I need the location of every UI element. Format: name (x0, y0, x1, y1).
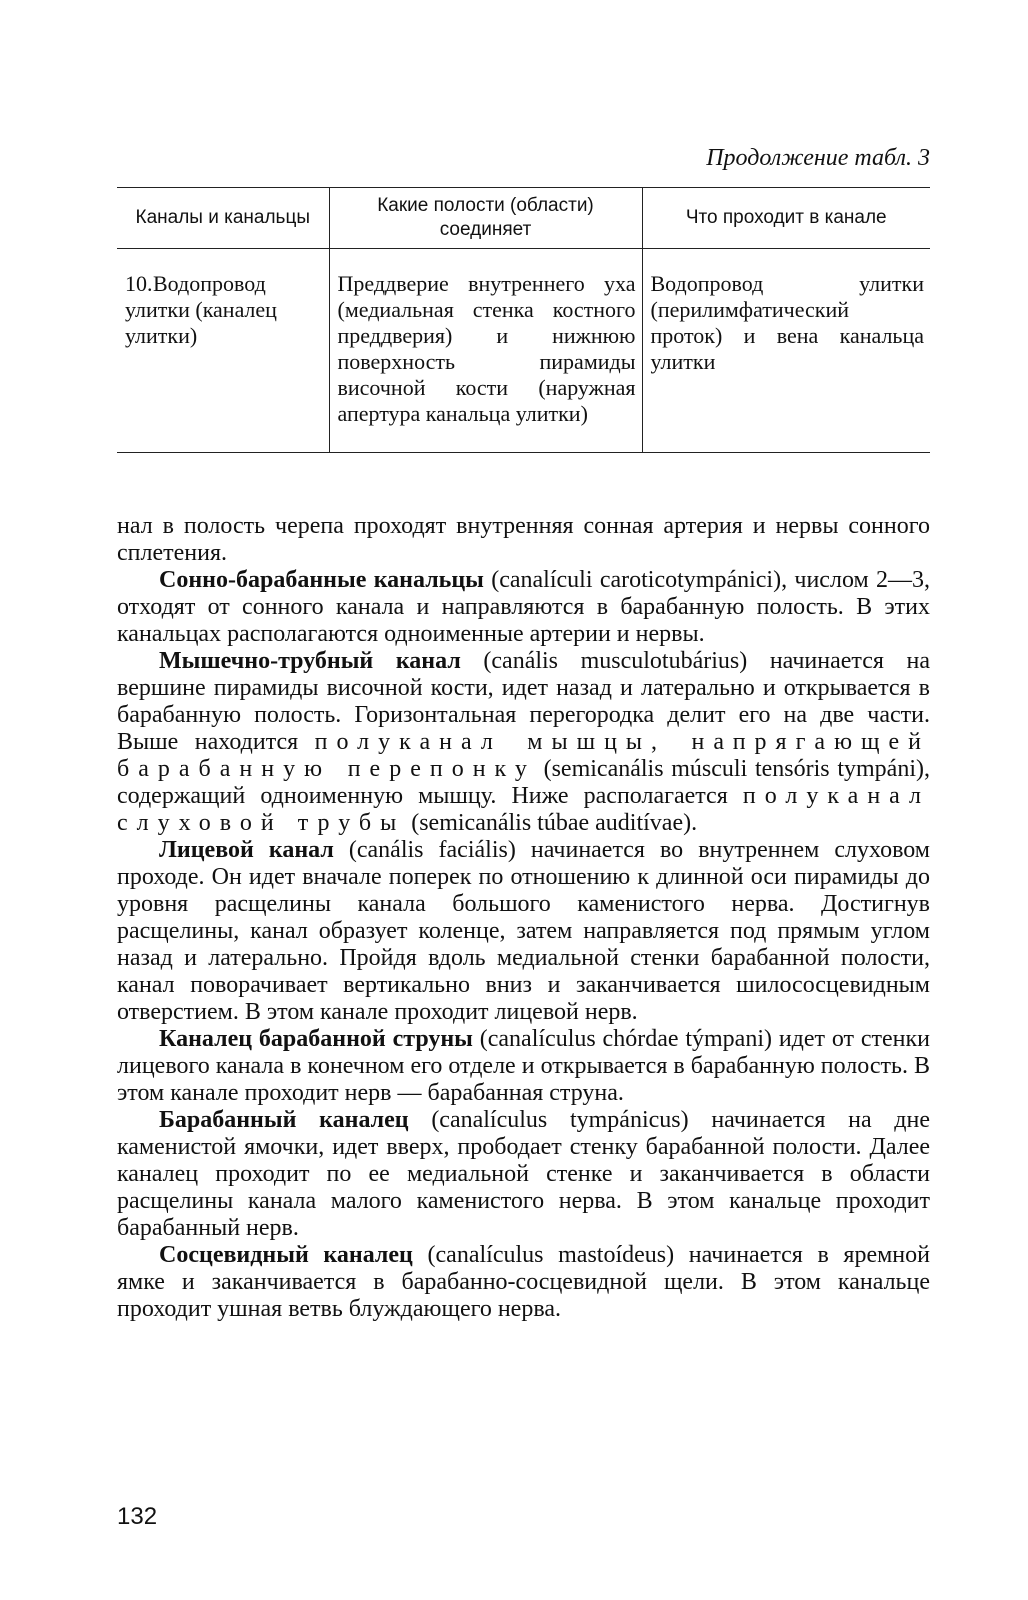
row-number: 10. (125, 271, 153, 296)
paragraph-continuation (117, 513, 930, 567)
paragraph-text: (semicanális túbae auditívae). (405, 810, 698, 836)
cell-connects: Преддверие внутреннего уха (медиальная стенка костного преддверия) и нижнюю поверхность пирамиды височной кости (наружная апертура канальца улитки) (329, 249, 642, 453)
paragraph-text: (canalículus tympánicus) начинается на дне каменистой ямочки, идет вверх, прободает стенку барабанной полости. Далее каналец проходит по ее медиальной стенке и заканчивается в области расщелины канала малого каменистого нерва. В этом канальце проходит барабанный нерв. (117, 1107, 931, 1241)
canal-name: Водопровод улитки (канaлец улитки) (125, 271, 277, 348)
cell-contents: Водопровод улитки (перилимфатический проток) и вена канальца улитки (642, 249, 930, 453)
paragraph-text: (semicanális músculi tensóris tympáni), содержащий одноименную мышцу. Ниже располагается (117, 756, 930, 809)
paragraph-text: нал в полость черепа проходят внутренняя сонная артерия и нервы сонного сплетения. (117, 513, 930, 566)
cell-canal-name (117, 249, 329, 453)
header-contents: Что проходит в канале (642, 188, 930, 249)
paragraph-caroticotympanic (117, 567, 930, 648)
paragraph-mastoid-canaliculus (117, 1242, 930, 1323)
term: Барабанный каналец (159, 1107, 409, 1133)
table-caption: Продолжение табл. 3 (706, 145, 930, 171)
paragraph-text: (canalículi caroticotympánici), числом 2—3, отходят от сонного канала и направляются в барабанную полость. В этих канальцах располагаются одноименные артерии и нервы. (117, 567, 930, 647)
paragraph-text: (canális musculotubárius) начинается на вершине пирамиды височной кости, идет назад и латерально и открывается в барабанную полость. Горизонтальная перегородка делит его на две части. Выше находится (117, 648, 930, 755)
header-canals: Каналы и канальцы (117, 188, 329, 249)
spaced-term: полуканал мышцы, напрягающей барабанную перепонку (117, 729, 930, 782)
paragraph-text: (canalículus mastoídeus) начинается в яремной ямке и заканчивается в барабанно-сосцевидной щели. В этом канальце проходит ушная ветвь блуждающего нерва. (117, 1242, 930, 1322)
term: Сосцевидный каналец (159, 1242, 413, 1268)
paragraph-text: (canalículus chórdae týmpani) идет от стенки лицевого канала в конечном его отделе и открывается в барабанную полость. В этом канале проходит нерв — барабанная струна. (117, 1026, 930, 1106)
paragraph-facial-canal (117, 837, 930, 1026)
term: Каналец барабанной струны (159, 1026, 473, 1052)
paragraph-chorda-tympani (117, 1026, 930, 1107)
paragraph-musculotubal (117, 648, 930, 837)
header-connects: Какие полости (области) соединяет (329, 188, 642, 249)
canals-table (117, 187, 930, 453)
table-header-row (117, 188, 930, 249)
body-text (117, 513, 930, 1323)
term: Лицевой канал (159, 837, 334, 863)
paragraph-text: (canális faciális) начинается во внутреннем слуховом проходе. Он идет вначале поперек по отношению к длинной оси пирамиды до уровня расщелины канала большого каменистого нерва. Достигнув расщелины, канал образует коленце, затем направляется под прямым углом назад и латерально. Пройдя вдоль медиальной стенки барабанной полости, канал поворачивает вертикально вниз и заканчивается шилососцевидным отверстием. В этом канале проходит лицевой нерв. (117, 837, 930, 1025)
term: Сонно-барабанные канальцы (159, 567, 484, 593)
page-number: 132 (117, 1503, 158, 1530)
paragraph-tympanic-canaliculus (117, 1107, 930, 1242)
term: Мышечно-трубный канал (159, 648, 461, 674)
table-row (117, 249, 930, 453)
spaced-term: полуканал слуховой трубы (117, 783, 930, 836)
